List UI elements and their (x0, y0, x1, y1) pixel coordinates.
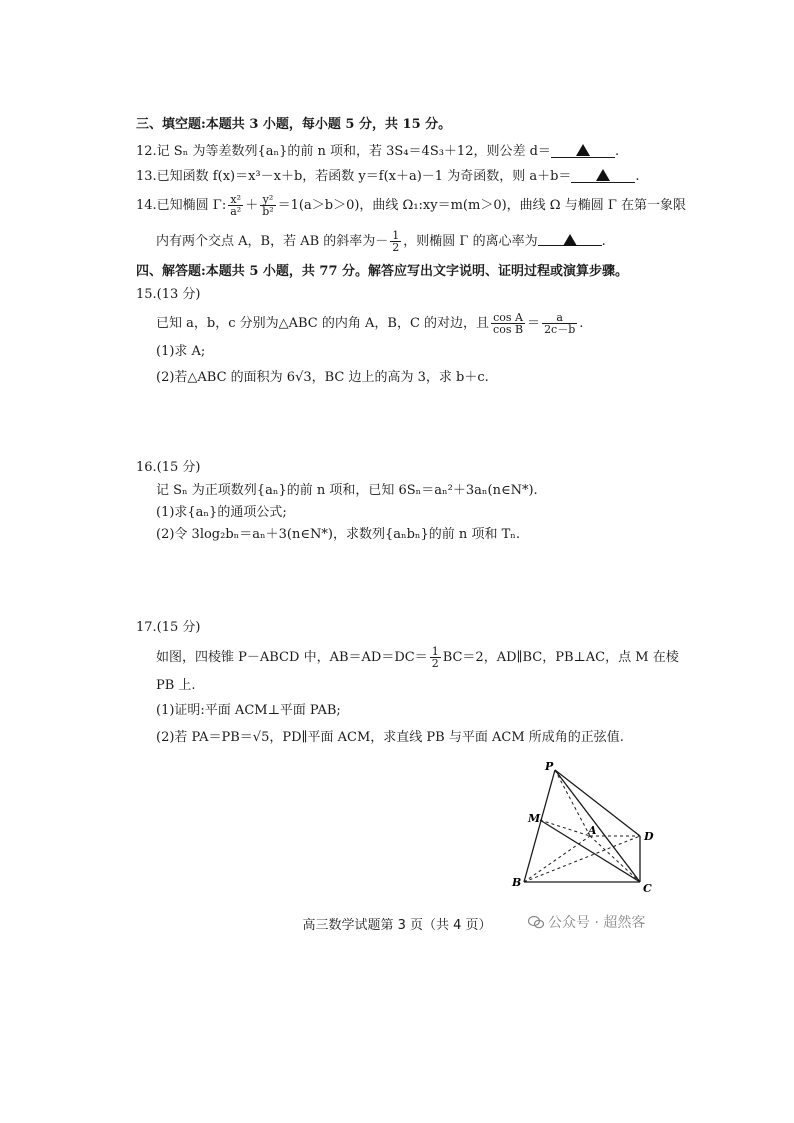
label-P: P (545, 760, 554, 773)
answer-blank-13 (571, 168, 635, 183)
q17-stem-rest: BC＝2，AD∥BC，PB⊥AC，点 M 在棱 (442, 650, 679, 665)
q15-eq: ＝ (527, 316, 541, 331)
frac-num: a (542, 312, 577, 324)
label-M: M (528, 812, 541, 825)
q14-line2-text: 内有两个交点 A，B，若 AB 的斜率为－ (156, 234, 389, 249)
fraction-one-half (430, 646, 441, 669)
wechat-icon (528, 915, 544, 929)
triangle-icon (563, 234, 577, 246)
edge-PA (555, 770, 590, 836)
question-16-stem: 记 Sₙ 为正项数列{aₙ}的前 n 项和，已知 6Sₙ＝aₙ²＋3aₙ(n∈N*). (156, 483, 538, 498)
frac-den: 2c－b (544, 323, 576, 336)
answer-blank-12 (551, 143, 615, 158)
question-15-part-2: (2)若△ABC 的面积为 6√3，BC 边上的高为 3，求 b＋c. (156, 370, 489, 385)
question-14-line-2 (156, 230, 606, 253)
triangle-icon (596, 169, 610, 181)
edge-BA (524, 836, 590, 882)
question-17-stem-line-1 (156, 646, 679, 669)
label-C: C (643, 882, 652, 895)
question-13-end: . (635, 169, 640, 184)
fraction-a-2c-minus-b (542, 312, 577, 335)
frac-num: y² (260, 194, 275, 206)
frac-num: 1 (431, 645, 439, 658)
frac-den: a² (230, 205, 242, 218)
question-17-part-1: (1)证明:平面 ACM⊥平面 PAB; (156, 703, 341, 718)
q14-intro: 14.已知椭圆 Γ: (136, 198, 227, 213)
question-12-end: . (614, 144, 620, 159)
watermark (528, 912, 645, 932)
frac-num: cos A (491, 312, 525, 324)
question-15-part-1: (1)求 A; (156, 344, 206, 359)
triangle-icon (576, 144, 590, 156)
q14-plus: ＋ (245, 198, 259, 213)
question-17-title: 17.(15 分) (136, 620, 201, 635)
section-4-heading: 四、解答题:本题共 5 小题，共 77 分。解答应写出文字说明、证明过程或演算步骤。 (136, 264, 629, 279)
q15-stem-text: 已知 a，b，c 分别为△ABC 的内角 A，B，C 的对边，且 (156, 316, 490, 331)
watermark-text: 公众号 · 超然客 (548, 915, 646, 931)
q15-stem-end: . (579, 316, 584, 331)
question-15-title: 15.(13 分) (136, 287, 201, 302)
section-3-heading: 三、填空题:本题共 3 小题，每小题 5 分，共 15 分。 (136, 117, 452, 132)
frac-num: x² (228, 194, 243, 206)
question-17-part-2: (2)若 PA＝PB＝√5，PD∥平面 ACM，求直线 PB 与平面 ACM 所成角的正弦值. (156, 730, 624, 745)
frac-den: cos B (493, 323, 524, 336)
fraction-x2-a2 (228, 194, 243, 217)
question-16-part-1: (1)求{aₙ}的通项公式; (156, 505, 287, 520)
question-15-stem (156, 312, 583, 335)
q14-line1-rest: ＝1(a＞b＞0)，曲线 Ω₁:xy＝m(m＞0)，曲线 Ω 与椭圆 Γ 在第一象限 (277, 198, 686, 213)
label-A: A (588, 824, 597, 837)
q17-stem-text: 如图，四棱锥 P－ABCD 中，AB＝AD＝DC＝ (156, 650, 428, 665)
question-12-text: 12.记 Sₙ 为等差数列{aₙ}的前 n 项和，若 3S₄＝4S₃＋12，则公差 d＝ (136, 144, 551, 159)
label-B: B (512, 876, 522, 889)
edge-MA (540, 820, 590, 836)
question-13 (136, 168, 640, 185)
question-16-title: 16.(15 分) (136, 460, 201, 475)
fraction-one-half (390, 230, 401, 253)
fraction-cosA-cosB (491, 312, 525, 335)
frac-den: 2 (431, 657, 439, 670)
question-16-part-2: (2)令 3log₂bₙ＝aₙ＋3(n∈N*)，求数列{aₙbₙ}的前 n 项和 Tₙ. (156, 527, 521, 542)
edge-AC (590, 836, 640, 882)
question-13-text: 13.已知函数 f(x)＝x³－x＋b，若函数 y＝f(x＋a)－1 为奇函数，则 a＋b＝ (136, 169, 572, 184)
frac-den: 2 (392, 241, 400, 254)
q14-end: . (601, 234, 606, 249)
answer-blank-14 (538, 231, 602, 246)
fraction-y2-b2 (260, 194, 275, 217)
frac-den: b² (262, 205, 274, 218)
q14-line2-rest: ，则椭圆 Γ 的离心率为 (403, 234, 538, 249)
page-footer: 高三数学试题第 3 页（共 4 页） (302, 918, 492, 933)
question-17-stem-line-2: PB 上. (156, 678, 196, 693)
pyramid-figure (500, 758, 670, 898)
label-D: D (644, 830, 654, 843)
question-12 (136, 143, 619, 160)
frac-num: 1 (392, 229, 400, 242)
question-14-line-1 (136, 194, 686, 217)
